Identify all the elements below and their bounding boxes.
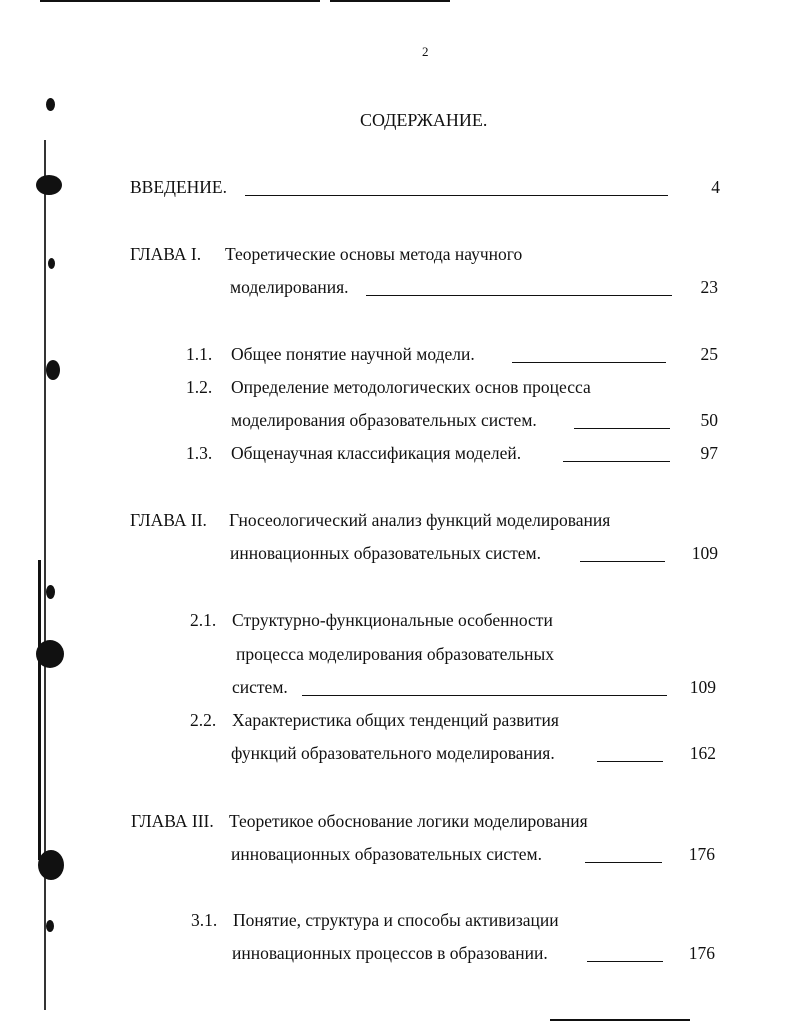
- toc-leader-line: [245, 195, 668, 196]
- section-title-line: Общенаучная классификация моделей.: [231, 443, 522, 463]
- scan-edge-left-2: [38, 560, 41, 860]
- section-title-line: Характеристика общих тенденций развития: [232, 710, 559, 730]
- section-number: 1.1.: [186, 344, 213, 364]
- toc-leader-line: [563, 461, 670, 462]
- punch-hole-mark: [36, 175, 62, 195]
- section-number: 2.2.: [190, 710, 217, 730]
- toc-page-number: 162: [689, 743, 716, 763]
- toc-page-number: 97: [700, 443, 718, 463]
- toc-leader-line: [580, 561, 665, 562]
- toc-page-number: 4: [711, 177, 720, 197]
- toc-leader-line: [574, 428, 670, 429]
- page-number: 2: [422, 44, 429, 59]
- toc-entry-intro: ВВЕДЕНИЕ.: [130, 177, 228, 197]
- section-title-line: Структурно-функциональные особенности: [232, 610, 553, 630]
- punch-hole-mark: [46, 585, 55, 599]
- chapter-title-line: Теоретические основы метода научного: [225, 244, 523, 264]
- chapter-prefix: ГЛАВА III.: [131, 811, 214, 831]
- punch-hole-mark: [38, 850, 64, 880]
- toc-leader-line: [597, 761, 663, 762]
- section-number: 1.3.: [186, 443, 213, 463]
- toc-page-number: 109: [689, 677, 716, 697]
- section-title-line: моделирования образовательных систем.: [231, 410, 537, 430]
- section-title-line: систем.: [232, 677, 288, 697]
- chapter-title-line: Теоретикое обоснование логики моделирования: [229, 811, 588, 831]
- section-title-line: процесса моделирования образовательных: [236, 644, 554, 664]
- section-title-line: Определение методологических основ процесса: [231, 377, 591, 397]
- punch-hole-mark: [48, 258, 55, 269]
- scan-edge-bottom: [550, 1019, 690, 1021]
- toc-leader-line: [366, 295, 672, 296]
- toc-page-number: 109: [691, 543, 718, 563]
- toc-leader-line: [302, 695, 667, 696]
- chapter-prefix: ГЛАВА I.: [130, 244, 202, 264]
- toc-page-number: 25: [700, 344, 718, 364]
- toc-page-number: 176: [688, 943, 715, 963]
- toc-page-number: 23: [700, 277, 718, 297]
- section-number: 1.2.: [186, 377, 213, 397]
- section-number: 2.1.: [190, 610, 217, 630]
- page-title: СОДЕРЖАНИЕ.: [360, 110, 488, 130]
- section-title-line: Понятие, структура и способы активизации: [233, 910, 559, 930]
- punch-hole-mark: [46, 920, 54, 932]
- chapter-title-line: моделирования.: [230, 277, 349, 297]
- scan-edge-left: [44, 140, 46, 1010]
- punch-hole-mark: [46, 98, 55, 111]
- punch-hole-mark: [36, 640, 64, 668]
- section-title-line: инновационных процессов в образовании.: [232, 943, 548, 963]
- toc-leader-line: [587, 961, 663, 962]
- chapter-prefix: ГЛАВА II.: [130, 510, 207, 530]
- scan-edge-top: [40, 0, 320, 2]
- chapter-title-line: инновационных образовательных систем.: [231, 844, 542, 864]
- section-title-line: Общее понятие научной модели.: [231, 344, 475, 364]
- scan-edge-top-2: [330, 0, 450, 2]
- toc-leader-line: [512, 362, 666, 363]
- chapter-title-line: инновационных образовательных систем.: [230, 543, 541, 563]
- toc-leader-line: [585, 862, 662, 863]
- chapter-title-line: Гносеологический анализ функций моделирования: [229, 510, 611, 530]
- toc-page-number: 50: [700, 410, 718, 430]
- toc-page-number: 176: [688, 844, 715, 864]
- section-title-line: функций образовательного моделирования.: [231, 743, 555, 763]
- section-number: 3.1.: [191, 910, 218, 930]
- punch-hole-mark: [46, 360, 60, 380]
